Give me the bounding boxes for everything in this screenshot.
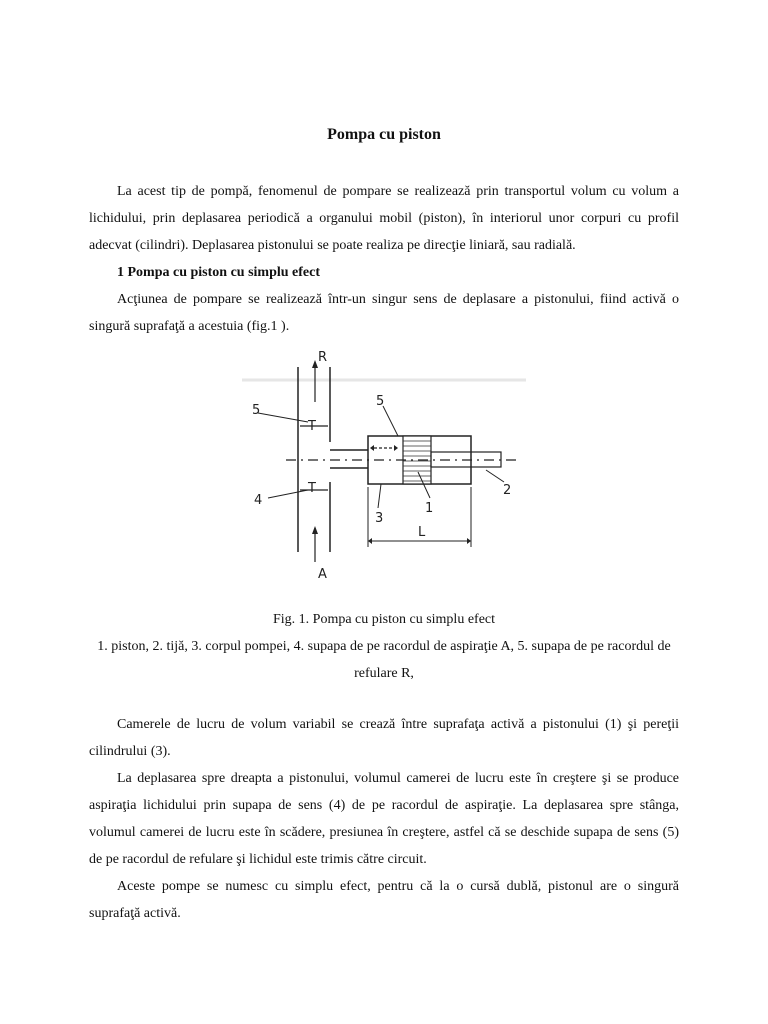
label-t-upper: T <box>308 419 316 434</box>
pump-diagram <box>238 342 530 587</box>
label-r: R <box>318 350 328 365</box>
figure-caption-title: Fig. 1. Pompa cu piston cu simplu efect <box>272 612 496 627</box>
body-paragraph-3: Aceste pompe se numesc cu simplu efect, pentru că la o cursă dublă, pistonul are o singură suprafaţă activă. <box>89 879 679 921</box>
label-5-left: 5 <box>252 403 261 418</box>
leader-5 <box>258 413 308 422</box>
label-1: 1 <box>425 501 434 516</box>
leader-2 <box>486 470 504 482</box>
label-4: 4 <box>254 493 263 508</box>
body-paragraph-1: Camerele de lucru de volum variabil se crează între suprafaţa activă a pistonului (1) şi pereţii cilindrului (3). <box>89 717 679 759</box>
label-3: 3 <box>375 511 384 526</box>
leader-3 <box>378 484 381 508</box>
intro-paragraph: La acest tip de pompă, fenomenul de pompare se realizează prin transportul volum cu volum a lichidului, prin deplasarea periodică a organului mobil (piston), în interiorul unor corpuri cu profil adecvat (cilindri). Deplasarea pistonului se poate realiza pe direcţie liniară, sau radială. <box>89 184 679 253</box>
label-a: A <box>318 567 327 582</box>
section-paragraph: Acţiunea de pompare se realizează într-un singur sens de deplasare a pistonului, fiind activă o singură suprafaţă a acestuia (fig.1 ). <box>89 292 679 334</box>
label-l: L <box>418 525 426 540</box>
section-heading: 1 Pompa cu piston cu simplu efect <box>117 265 320 280</box>
page-title: Pompa cu piston <box>327 126 441 143</box>
body-paragraph-2: La deplasarea spre dreapta a pistonului, volumul camerei de lucru este în creştere şi se produce aspiraţia lichidului prin supapa de sens (4) de pe racordul de aspiraţie. La deplasarea spre stânga, volumul camerei de lucru este în scădere, presiunea în creştere, astfel că se deschide supapa de sens (5) de pe racordul de refulare şi lichidul este trimis către circuit. <box>89 771 679 867</box>
leader-5-top <box>383 406 398 436</box>
label-5-top: 5 <box>376 394 385 409</box>
figure-caption-legend: 1. piston, 2. tijă, 3. corpul pompei, 4. supapa de pe racordul de aspiraţie A, 5. supapa de pe racordul de refulare R, <box>97 639 671 681</box>
label-2: 2 <box>503 483 512 498</box>
leader-4 <box>268 490 308 498</box>
label-t-lower: T <box>308 481 316 496</box>
arrow-a-head <box>312 526 318 534</box>
